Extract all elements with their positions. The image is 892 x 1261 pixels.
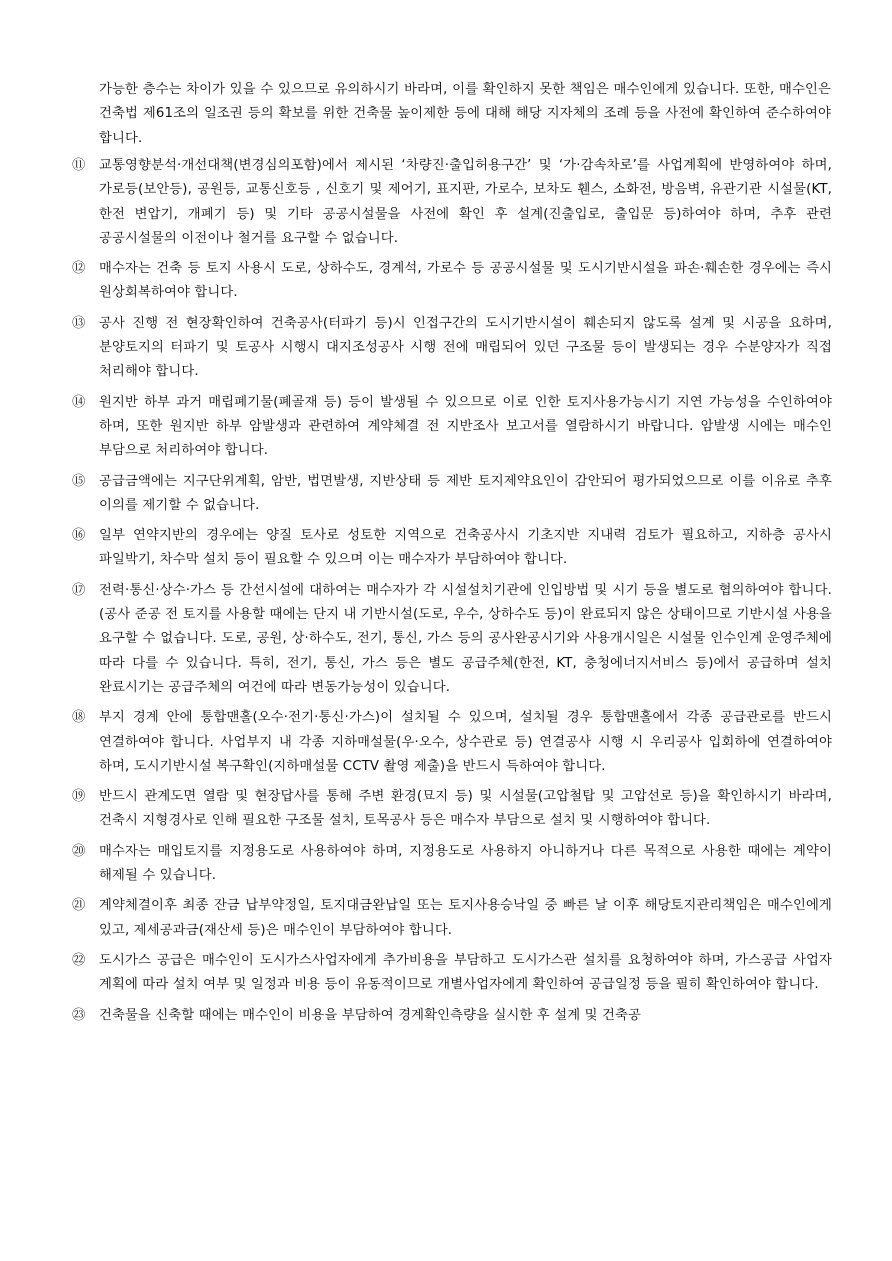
item-text: 도시가스 공급은 매수인이 도시가스사업자에게 추가비용을 부담하고 도시가스관 설치를 요청하여야 하며, 가스공급 사업자 계획에 따라 설치 여부 및 일정과 비용 등이 유동적이므로 개별사업자에게 확인하여 공급일정 등을 필히 확인하여야 합니다. xyxy=(99,952,832,993)
item-number: ⑭ xyxy=(72,394,86,410)
item-text: 원지반 하부 과거 매립폐기물(폐골재 등) 등이 발생될 수 있으므로 이로 인한 토지사용가능시기 지연 가능성을 수인하여야 하며, 또한 원지반 하부 암발생과 관련하여 계약체결 전 지반조사 보고서를 열람하시기 바랍니다. 암발생 시에는 매수인 부담으로 처리하여야 합니다. xyxy=(99,394,832,459)
intro-paragraph: 가능한 층수는 차이가 있을 수 있으므로 유의하시기 바라며, 이를 확인하지 못한 책임은 매수인에게 있습니다. 또한, 매수인은 건축법 제61조의 일조권 등의 확보를 위한 건축물 높이제한 등에 대해 해당 지자체의 조례 등을 사전에 확인하여 준수하여야 합니다. xyxy=(99,82,831,146)
item-number: ⑰ xyxy=(72,582,86,598)
list-item xyxy=(72,949,832,998)
notice-list xyxy=(72,154,832,1034)
item-text: 반드시 관계도면 열람 및 현장답사를 통해 주변 환경(묘지 등) 및 시설물(고압철탑 및 고압선로 등)을 확인하시기 바라며, 건축시 지형경사로 인해 필요한 구조물 설치, 토목공사 등은 매수자 부담으로 설치 및 시행하여야 합니다. xyxy=(99,789,832,829)
item-number: ㉓ xyxy=(72,1007,86,1023)
list-item xyxy=(72,391,832,464)
item-text: 전력·통신·상수·가스 등 간선시설에 대하여는 매수자가 각 시설설치기관에 인입방법 및 시기 등을 별도로 협의하여야 합니다.(공사 준공 전 토지를 사용할 때에는 단지 내 기반시설(도로, 우수, 상하수도 등)이 완료되지 않은 상태이므로 기반시설 사용을 요구할 수 없습니다. 도로, 공원, 상·하수도, 전기, 통신, 가스 등의 공사완공시기와 사용개시일은 시설물 인수인계 운영주체에 따라 다를 수 있습니다. 특히, 전기, 통신, 가스 등은 별도 공급주체(한전, KT, 충청에너지서비스 등)에서 공급하며 설치 완료시기는 공급주체의 여건에 따라 변동가능성이 있습니다. xyxy=(99,582,832,695)
list-item xyxy=(72,706,832,779)
item-text: 공급금액에는 지구단위계획, 암반, 법면발생, 지반상태 등 제반 토지제약요인이 감안되어 평가되었으므로 이를 이유로 추후 이의를 제기할 수 없습니다. xyxy=(99,473,832,513)
list-item xyxy=(72,840,832,889)
list-item xyxy=(72,524,832,573)
item-text: 매수자는 매입토지를 지정용도로 사용하여야 하며, 지정용도로 사용하지 아니하거나 다른 목적으로 사용한 때에는 계약이 해제될 수 있습니다. xyxy=(99,843,832,884)
list-item xyxy=(72,785,832,834)
item-number: ⑬ xyxy=(72,315,86,331)
item-number: ⑯ xyxy=(72,528,86,544)
item-text: 건축물을 신축할 때에는 매수인이 비용을 부담하여 경계확인측량을 실시한 후 설계 및 건축공 xyxy=(99,1007,641,1023)
item-text: 계약체결이후 최종 잔금 납부약정일, 토지대금완납일 또는 토지사용승낙일 중 빠른 날 이후 해당토지관리책임은 매수인에게 있고, 제세공과금(재산세 등)은 매수인이 부담하여야 합니다. xyxy=(99,898,832,938)
item-text: 부지 경계 안에 통합맨홀(오수·전기·통신·가스)이 설치될 수 있으며, 설치될 경우 통합맨홀에서 각종 공급관로를 반드시 연결하여야 합니다. 사업부지 내 각종 지하매설물(우·오수, 상수관로 등) 연결공사 시행 시 우리공사 입회하에 연결하여야 하며, 도시기반시설 복구확인(지하매설물 CCTV 촬영 제출)을 반드시 득하여야 합니다. xyxy=(99,710,832,774)
item-number: ⑮ xyxy=(72,473,86,489)
list-item xyxy=(72,1004,832,1028)
item-number: ⑪ xyxy=(72,158,86,173)
list-item xyxy=(72,470,832,519)
list-item xyxy=(72,257,832,306)
list-item xyxy=(72,154,832,251)
list-item xyxy=(72,894,832,943)
item-number: ⑱ xyxy=(72,710,86,726)
list-item xyxy=(72,579,832,700)
item-text: 일부 연약지반의 경우에는 양질 토사로 성토한 지역으로 건축공사시 기초지반 지내력 검토가 필요하고, 지하층 공사시 파일박기, 차수막 설치 등이 필요할 수 있으며 이는 매수자가 부담하여야 합니다. xyxy=(99,528,832,568)
item-text: 교통영향분석·개선대책(변경심의포함)에서 제시된 ‘차량진·출입허용구간’ 및 ‘가·감속차로’를 사업계획에 반영하여야 하며, 가로등(보안등), 공원등, 교통신호등 , 신호기 및 제어기, 표지판, 가로수, 보차도 휀스, 소화전, 방음벽, 유관기관 시설물(KT, 한전 변압기, 개폐기 등) 및 기타 공공시설물을 사전에 확인 후 설계(진출입로, 출입문 등)하여야 하며, 추후 관련 공공시설물의 이전이나 철거를 요구할 수 없습니다. xyxy=(99,158,832,246)
item-number: ⑳ xyxy=(72,843,86,859)
item-text: 매수자는 건축 등 토지 사용시 도로, 상하수도, 경계석, 가로수 등 공공시설물 및 도시기반시설을 파손·훼손한 경우에는 즉시 원상회복하여야 합니다. xyxy=(99,261,832,301)
item-number: ⑲ xyxy=(72,789,86,805)
item-text: 공사 진행 전 현장확인하여 건축공사(터파기 등)시 인접구간의 도시기반시설이 훼손되지 않도록 설계 및 시공을 요하며, 분양토지의 터파기 및 토공사 시행시 대지조성공사 시행 전에 매립되어 있던 구조물 등이 발생되는 경우 수분양자가 직접 처리해야 합니다. xyxy=(99,315,832,380)
list-item xyxy=(72,312,832,385)
item-number: ㉒ xyxy=(72,952,86,968)
item-number: ㉑ xyxy=(72,898,86,914)
item-number: ⑫ xyxy=(72,261,86,277)
